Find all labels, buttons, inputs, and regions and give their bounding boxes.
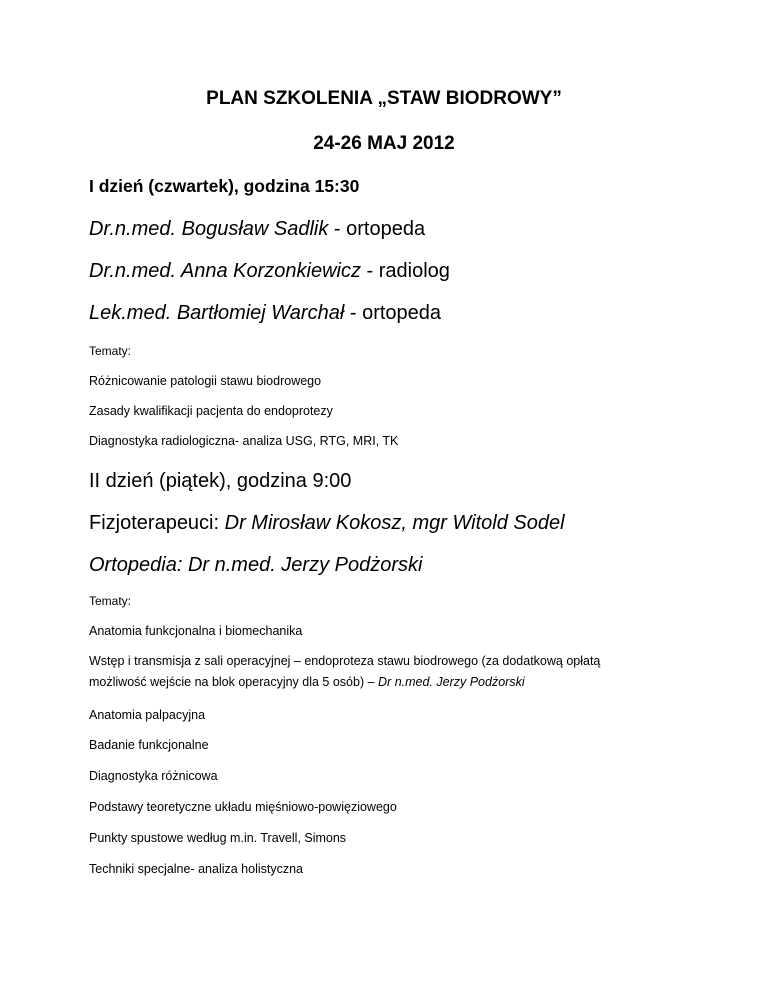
lecturer-name: Lek.med. Bartłomiej Warchał: [89, 302, 345, 324]
topic-item: Techniki specjalne- analiza holistyczna: [89, 862, 304, 876]
lecturer-line: [89, 302, 441, 325]
topics-label: Tematy:: [89, 344, 132, 358]
physiotherapists-names: Dr Mirosław Kokosz, mgr Witold Sodel: [224, 512, 565, 534]
lecturer-name: Dr.n.med. Bogusław Sadlik: [89, 218, 329, 240]
orthopedics-line: Ortopedia: Dr n.med. Jerzy Podżorski: [89, 554, 423, 576]
physiotherapists-label: Fizjoterapeuci:: [89, 512, 225, 534]
lecturer-name: Dr.n.med. Anna Korzonkiewicz: [89, 260, 361, 282]
topic-item: Badanie funkcjonalne: [89, 738, 209, 752]
topic-line-text: możliwość wejście na blok operacyjny dla 5 osób) –: [89, 675, 379, 689]
topics-label: Tematy:: [89, 594, 132, 608]
topic-item: Zasady kwalifikacji pacjenta do endoprotezy: [89, 404, 333, 418]
topic-item: Diagnostyka różnicowa: [89, 769, 218, 783]
topic-item: Anatomia palpacyjna: [89, 708, 206, 722]
lecturer-line: [89, 260, 450, 283]
topic-item: Różnicowanie patologii stawu biodrowego: [89, 374, 322, 388]
topic-line-speaker: Dr n.med. Jerzy Podżorski: [378, 675, 525, 689]
topic-item: Punkty spustowe według m.in. Travell, Simons: [89, 831, 347, 845]
lecturer-role: - ortopeda: [344, 302, 442, 324]
document-date: 24-26 MAJ 2012: [313, 133, 455, 154]
lecturer-role: - ortopeda: [328, 218, 426, 240]
lecturer-role: - radiolog: [360, 260, 450, 282]
day2-heading: II dzień (piątek), godzina 9:00: [89, 470, 352, 492]
day1-heading: I dzień (czwartek), godzina 15:30: [89, 176, 360, 196]
physiotherapists-line: [89, 512, 565, 535]
topic-item: Podstawy teoretyczne układu mięśniowo-powięziowego: [89, 800, 397, 814]
document-title: PLAN SZKOLENIA „STAW BIODROWY”: [206, 88, 562, 109]
topic-line: Wstęp i transmisja z sali operacyjnej – endoproteza stawu biodrowego (za dodatkową opłatą: [89, 654, 601, 668]
topic-item: Anatomia funkcjonalna i biomechanika: [89, 624, 303, 638]
lecturer-line: [89, 218, 425, 241]
topic-item-multiline: [89, 651, 689, 693]
topic-item: Diagnostyka radiologiczna- analiza USG, RTG, MRI, TK: [89, 434, 399, 448]
topic-line: [89, 672, 689, 693]
